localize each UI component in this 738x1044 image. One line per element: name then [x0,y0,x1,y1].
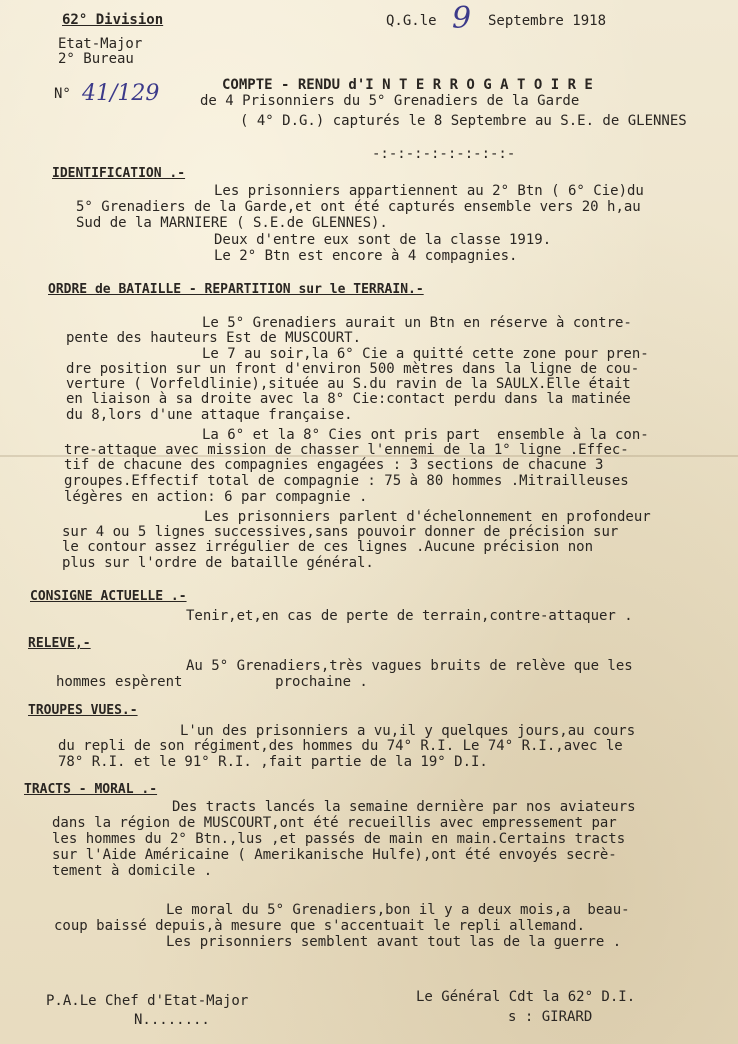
paragraph-line: dre position sur un front d'environ 500 mètres dans la ligne de cou- [66,361,640,377]
paragraph-line: Les prisonniers appartiennent au 2° Btn ( 6° Cie)du [214,183,644,199]
identification-heading: IDENTIFICATION .- [52,166,186,181]
paragraph-line: Le moral du 5° Grenadiers,bon il y a deux mois,a beau- [166,902,630,918]
report-subtitle-1: de 4 Prisonniers du 5° Grenadiers de la Garde [200,93,580,109]
paragraph-line: Les prisonniers parlent d'échelonnement en profondeur [204,509,651,525]
paragraph-line: Au 5° Grenadiers,très vagues bruits de relève que les [186,658,633,674]
numero-handwritten: 41/129 [82,81,160,106]
paragraph-line: du 8,lors d'une attaque française. [66,407,353,423]
signature-right-name: s : GIRARD [508,1009,593,1025]
place-date-prefix: Q.G.le [386,13,437,29]
title-separator: -:-:-:-:-:-:-:-:- [372,146,516,162]
signature-left-title: P.A.Le Chef d'Etat-Major [46,993,249,1009]
consigne-heading: CONSIGNE ACTUELLE .- [30,589,187,604]
paragraph-line: légères en action: 6 par compagnie . [64,489,368,505]
paragraph-line: L'un des prisonniers a vu,il y quelques jours,au cours [180,723,636,739]
paragraph-line: tif de chacune des compagnies engagées : 3 sections de chacune 3 [64,457,604,473]
paragraph-line: tement à domicile . [52,863,213,879]
numero-prefix: N° [54,86,71,102]
division-label: 62° Division [62,12,164,28]
paragraph-line: sur l'Aide Américaine ( Amerikanische Hulfe),ont été envoyés secrè- [52,847,617,863]
paragraph-line: Le 7 au soir,la 6° Cie a quitté cette zone pour pren- [202,346,649,362]
paragraph-line: tre-attaque avec mission de chasser l'ennemi de la 1° ligne .Effec- [64,442,629,458]
releve-heading: RELEVE,- [28,636,91,651]
paragraph-line: Sud de la MARNIERE ( S.E.de GLENNES). [76,215,388,231]
date-day-handwritten: 9 [452,1,472,36]
paragraph-line: Le 5° Grenadiers aurait un Btn en réserve à contre- [202,315,632,331]
paragraph-line: groupes.Effectif total de compagnie : 75 à 80 hommes .Mitrailleuses [64,473,629,489]
troupes-vues-heading: TROUPES VUES.- [28,703,138,718]
paragraph-line: plus sur l'ordre de bataille général. [62,555,374,571]
ordre-bataille-heading: ORDRE de BATAILLE - REPARTITION sur le TERRAIN.- [48,282,424,297]
paragraph-line: coup baissé depuis,à mesure que s'accentuait le repli allemand. [54,918,586,934]
report-subtitle-2: ( 4° D.G.) capturés le 8 Septembre au S.E. de GLENNES [240,113,687,129]
report-title: COMPTE - RENDU d'I N T E R R O G A T O I R E [222,77,593,93]
paragraph-line: verture ( Vorfeldlinie),située au S.du ravin de la SAULX.Elle était [66,376,631,392]
paragraph-line: Tenir,et,en cas de perte de terrain,contre-attaquer . [186,608,633,624]
paragraph-line: Le 2° Btn est encore à 4 compagnies. [214,248,518,264]
signature-right-title: Le Général Cdt la 62° D.I. [416,989,636,1005]
paragraph-line: les hommes du 2° Btn.,lus ,et passés de main en main.Certains tracts [52,831,626,847]
date-month-year: Septembre 1918 [488,13,607,29]
paragraph-line: du repli de son régiment,des hommes du 74° R.I. Le 74° R.I.,avec le [58,738,623,754]
paragraph-line: dans la région de MUSCOURT,ont été recueillis avec empressement par [52,815,617,831]
paragraph-line: en liaison à sa droite avec la 8° Cie:contact perdu dans la matinée [66,391,631,407]
paragraph-line: 78° R.I. et le 91° R.I. ,fait partie de la 19° D.I. [58,754,488,770]
paragraph-line: hommes espèrent prochaine . [56,674,368,690]
paragraph-line: La 6° et la 8° Cies ont pris part ensemble à la con- [202,427,649,443]
signature-left-name: N........ [134,1012,210,1028]
paragraph-line: le contour assez irrégulier de ces lignes .Aucune précision non [62,539,594,555]
paragraph-line: Des tracts lancés la semaine dernière par nos aviateurs [172,799,636,815]
paragraph-line: Les prisonniers semblent avant tout las de la guerre . [166,934,622,950]
paragraph-line: sur 4 ou 5 lignes successives,sans pouvoir donner de précision sur [62,524,619,540]
paragraph-line: pente des hauteurs Est de MUSCOURT. [66,330,362,346]
etat-major-label: Etat-Major [58,36,143,52]
paragraph-line: 5° Grenadiers de la Garde,et ont été capturés ensemble vers 20 h,au [76,199,641,215]
tracts-moral-heading: TRACTS - MORAL .- [24,782,158,797]
bureau-label: 2° Bureau [58,51,134,67]
paragraph-line: Deux d'entre eux sont de la classe 1919. [214,232,552,248]
